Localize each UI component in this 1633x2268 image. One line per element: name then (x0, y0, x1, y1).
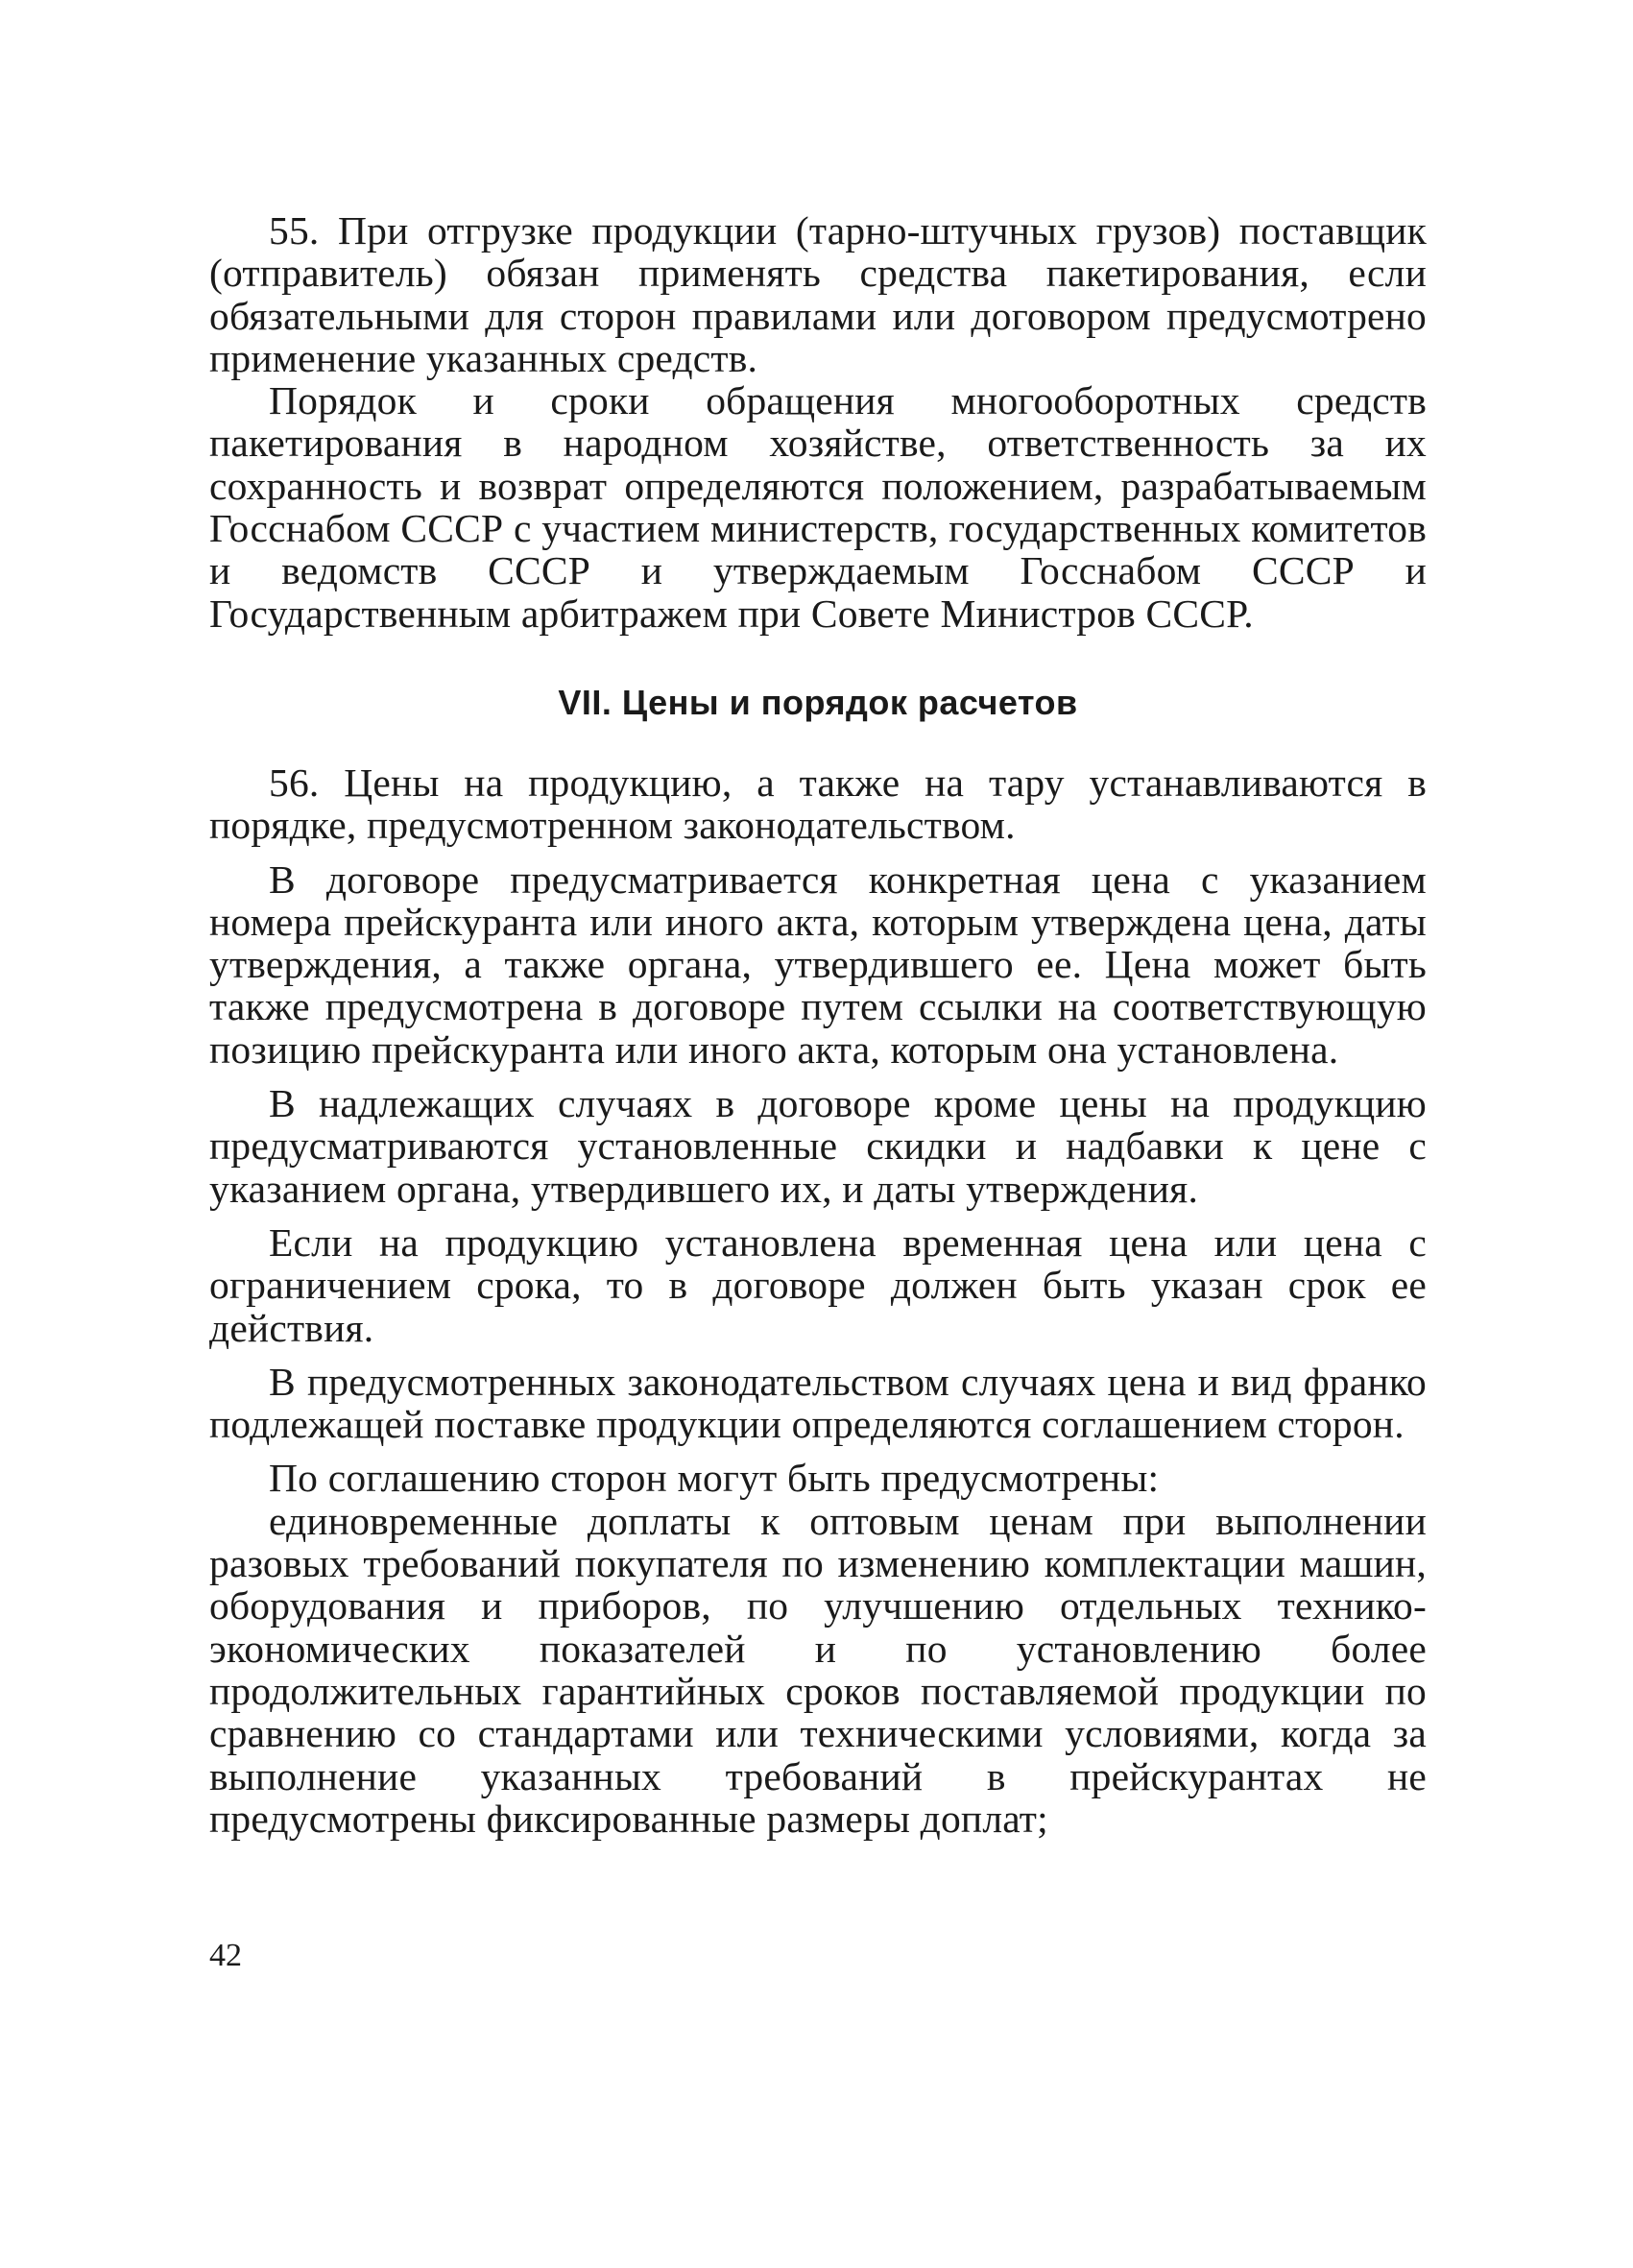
document-page (209, 209, 1427, 1840)
paragraph-agreement: По соглашению сторон могут быть предусмотрены: (269, 1456, 1160, 1501)
paragraph-temporary-price: Если на продукцию установлена временная цена или цена с ограничением срока, то в договоре должен быть указан срок ее действия. (209, 1219, 1427, 1350)
paragraph-packaging-order: Порядок и сроки обращения многооборотных средств пакетирования в народном хозяйстве, ответственность за их сохранность и возврат определяются положением, разрабатываемым Госснабом СССР с участием министерств, государственных комитетов и ведомств СССР и утверждаемым Госснабом СССР и Государственным арбитражем при Совете Министров СССР. (209, 378, 1427, 636)
paragraph-franco: В предусмотренных законодательством случаях цена и вид франко подлежащей поставке продукции определяются соглашением сторон. (209, 1359, 1427, 1447)
page-number: 42 (209, 1938, 242, 1973)
paragraph-specific-price: В договоре предусматривается конкретная цена с указанием номера прейскуранта или иного акта, которым утверждена цена, даты утверждения, а также органа, утвердившего ее. Цена может быть также предусмотрена в договоре путем ссылки на соответствующую позицию прейскуранта или иного акта, которым она установлена. (209, 857, 1427, 1072)
paragraph-surcharges: единовременные доплаты к оптовым ценам при выполнении разовых требований покупателя по изменению комплектации машин, оборудования и приборов, по улучшению отдельных технико-экономических показателей и по установлению более продолжительных гарантийных сроков поставляемой продукции по сравнению со стандартами или техническими условиями, когда за выполнение указанных требований в прейскурантах не предусмотрены фиксированные размеры доплат; (209, 1498, 1427, 1841)
paragraph-55: 55. При отгрузке продукции (тарно-штучных грузов) поставщик (отправитель) обязан применять средства пакетирования, если обязательными для сторон правилами или договором предусмотрено применение указанных средств. (209, 208, 1427, 380)
section-heading: VII. Цены и порядок расчетов (558, 682, 1078, 722)
paragraph-56: 56. Цены на продукцию, а также на тару устанавливаются в порядке, предусмотренном законодательством. (209, 760, 1427, 848)
paragraph-discounts: В надлежащих случаях в договоре кроме цены на продукцию предусматриваются установленные скидки и надбавки к цене с указанием органа, утвердившего их, и даты утверждения. (209, 1081, 1427, 1211)
